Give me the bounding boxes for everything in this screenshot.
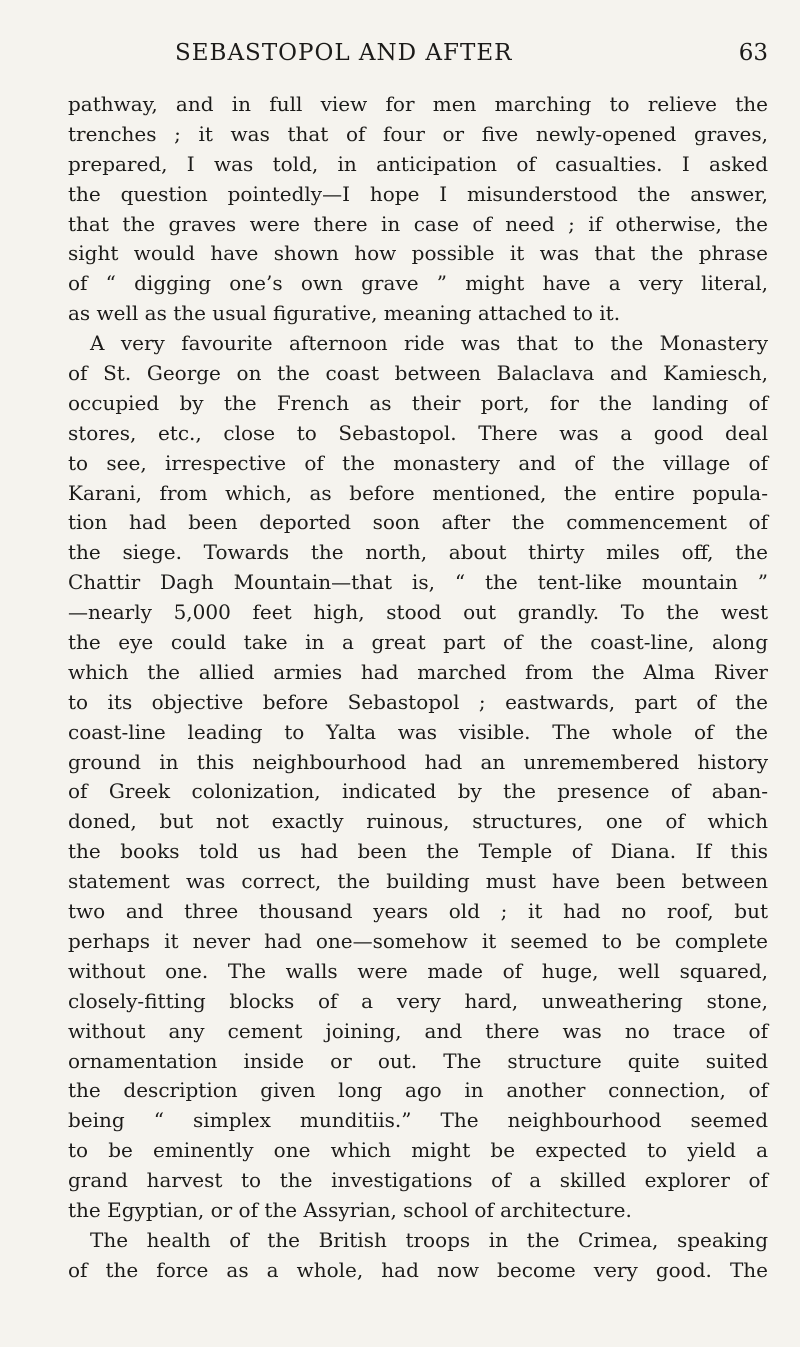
text-line: trenches ; it was that of four or five newly-opened graves,	[68, 121, 768, 146]
text-line: pathway, and in full view for men marching to relieve the	[68, 92, 768, 116]
text-line: coast-line leading to Yalta was visible. The whole of the	[68, 719, 768, 744]
text-line: of St. George on the coast between Balaclava and Kamiesch,	[68, 361, 768, 386]
text-line: of the force as a whole, had now become very good. The	[68, 1257, 768, 1282]
text-line: sight would have shown how possible it was that the phrase	[68, 241, 768, 266]
text-line: to its objective before Sebastopol ; eastwards, part of the	[68, 689, 768, 714]
text-line: statement was correct, the building must have been between	[68, 869, 768, 894]
text-line: the eye could take in a great part of the coast-line, along	[68, 630, 768, 655]
paragraph-2	[68, 329, 768, 1226]
text-line: stores, etc., close to Sebastopol. There was a good deal	[68, 420, 768, 445]
paragraph-3	[68, 1226, 768, 1286]
text-line: the question pointedly—I hope I misunderstood the answer,	[68, 181, 768, 206]
text-line: the siege. Towards the north, about thirty miles off, the	[68, 540, 768, 565]
text-line: closely-fitting blocks of a very hard, unweathering stone,	[68, 988, 768, 1013]
text-line: the books told us had been the Temple of Diana. If this	[68, 839, 768, 864]
text-line: ornamentation inside or out. The structure quite suited	[68, 1048, 768, 1073]
text-line: tion had been deported soon after the commencement of	[68, 510, 768, 535]
text-line: Chattir Dagh Mountain—that is, “ the tent-like mountain ”	[68, 570, 768, 595]
text-line: doned, but not exactly ruinous, structures, one of which	[68, 809, 768, 834]
text-line: to be eminently one which might be expected to yield a	[68, 1138, 768, 1163]
text-line: to see, irrespective of the monastery and of the village of	[68, 450, 768, 475]
text-line: being “ simplex munditiis.” The neighbourhood seemed	[68, 1108, 768, 1133]
text-line: the Egyptian, or of the Assyrian, school of architecture.	[68, 1197, 632, 1222]
text-line: prepared, I was told, in anticipation of casualties. I asked	[68, 151, 768, 176]
text-line: of Greek colonization, indicated by the presence of aban-	[68, 779, 768, 804]
text-line: as well as the usual figurative, meaning attached to it.	[68, 301, 621, 326]
text-line: the description given long ago in another connection, of	[68, 1078, 768, 1103]
text-line: without any cement joining, and there was no trace of	[68, 1018, 768, 1043]
text-line: without one. The walls were made of huge, well squared,	[68, 958, 768, 983]
text-line: —nearly 5,000 feet high, stood out grandly. To the west	[68, 600, 768, 625]
text-line: grand harvest to the investigations of a skilled explorer of	[68, 1168, 768, 1193]
running-head	[68, 40, 768, 80]
page-number: 63	[738, 40, 768, 66]
text-line: two and three thousand years old ; it had no roof, but	[68, 899, 768, 924]
body-text	[68, 90, 768, 1286]
text-line: of “ digging one’s own grave ” might have a very literal,	[68, 271, 768, 296]
text-line: that the graves were there in case of need ; if otherwise, the	[68, 211, 768, 236]
text-line: perhaps it never had one—somehow it seemed to be complete	[68, 928, 768, 953]
text-line: The health of the British troops in the Crimea, speaking	[90, 1227, 768, 1252]
text-line: A very favourite afternoon ride was that to the Monastery	[90, 331, 768, 356]
text-line: Karani, from which, as before mentioned, the entire popula-	[68, 480, 768, 505]
text-line: ground in this neighbourhood had an unremembered history	[68, 749, 768, 774]
text-line: occupied by the French as their port, for the landing of	[68, 390, 768, 415]
running-title: SEBASTOPOL AND AFTER	[175, 40, 513, 66]
text-line: which the allied armies had marched from the Alma River	[68, 659, 768, 684]
paragraph-1	[68, 90, 768, 329]
